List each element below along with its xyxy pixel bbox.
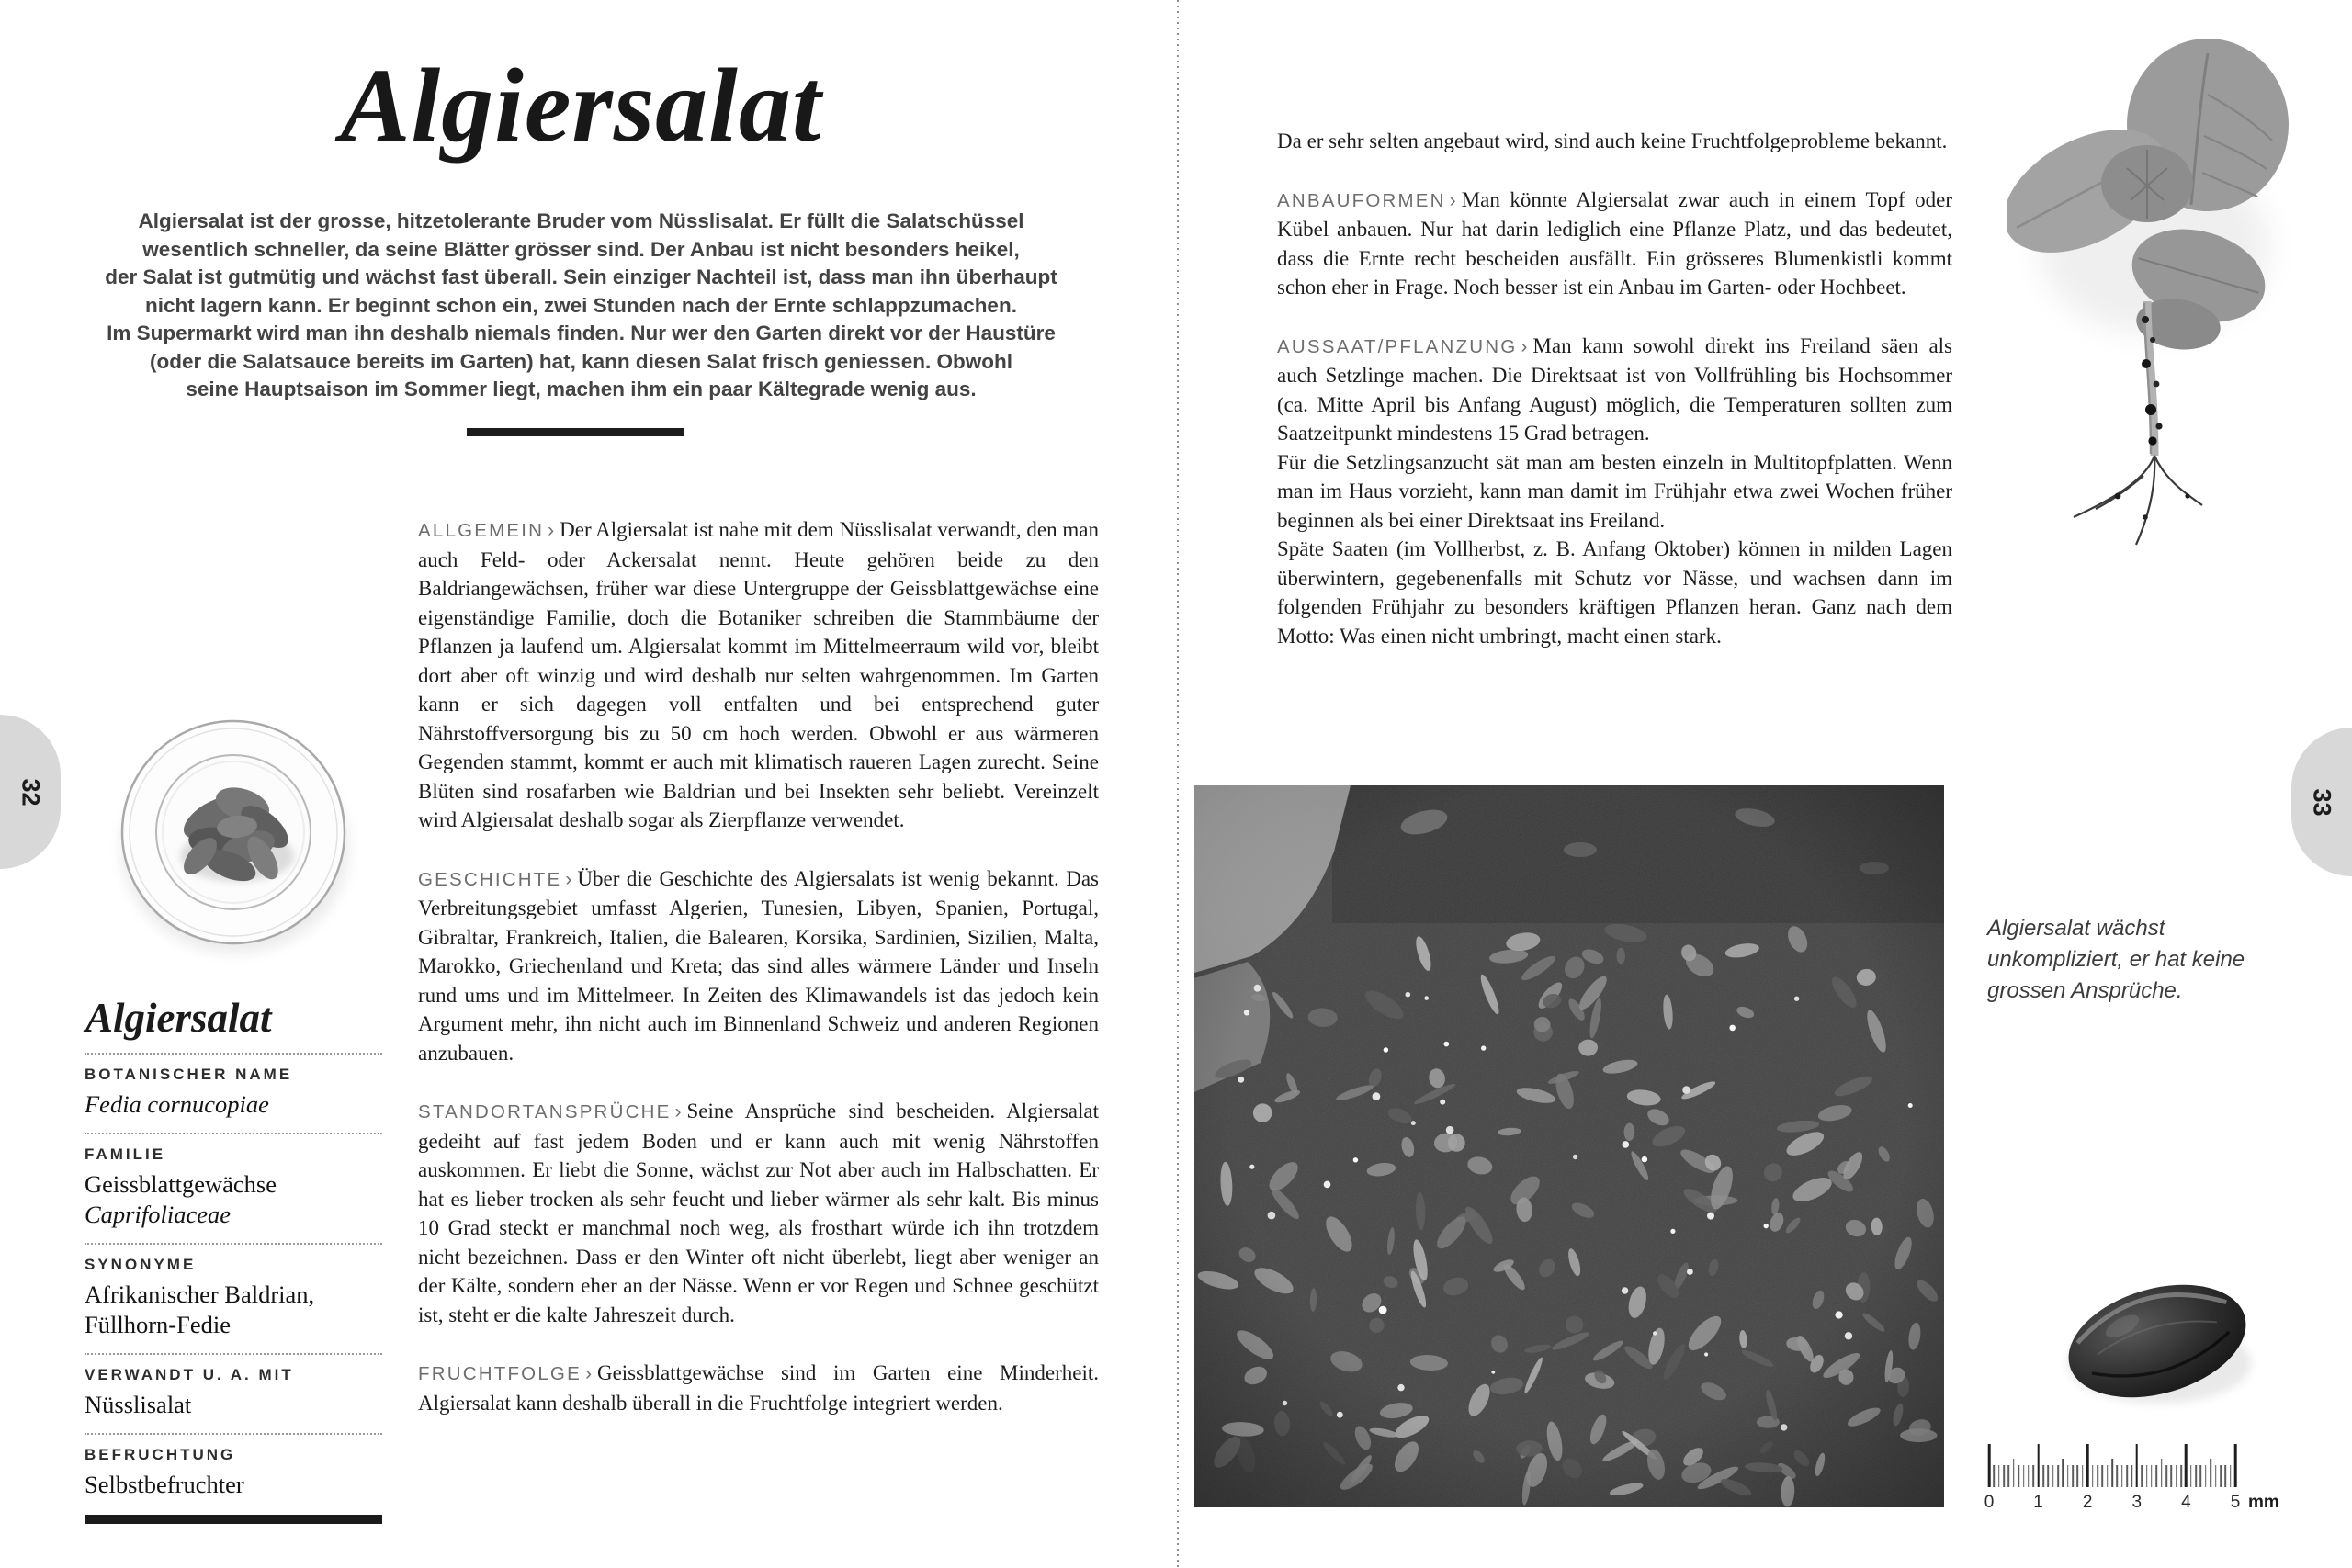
section-standortansprueche: [418, 1097, 1099, 1329]
section-text: Man kann sowohl direkt ins Freiland säen als auch Setzlinge machen. Die Direktsaat ist von Vollfrühling bis Hochsommer (ca. Mitte April bis Anfang August) möglich, die Temperaturen sollten zum Saatzeitpunkt mindestens 15 Grad betragen.: [1277, 333, 1952, 445]
lead-paragraph: Da er sehr selten angebaut wird, sind auch keine Fruchtfolgeprobleme bekannt.: [1277, 130, 1948, 152]
scale-ruler: [1984, 1444, 2279, 1517]
plate-with-salad-photo: [108, 709, 358, 968]
section-arrow: ›: [584, 1363, 592, 1384]
infobox: [85, 1053, 382, 1524]
intro-line: Im Supermarkt wird man ihn deshalb niemals finden. Nur wer den Garten direkt vor der Haustüre: [107, 321, 1056, 344]
section-text: Geissblattgewächse sind im Garten eine Minderheit. Algiersalat kann deshalb überall in die Fruchtfolge integriert werden.: [418, 1361, 1099, 1415]
seedling-photo: [2007, 17, 2335, 568]
section-text: Man könnte Algiersalat zwar auch in einem Topf oder Kübel anbauen. Nur hat darin lediglich eine Pflanze Platz, und das bedeutet, dass die Ernte recht bescheiden ausfällt. Ein grösseres Blumenkistli kommt schon eher in Frage. Noch besser ist ein Anbau im Garten- oder Hochbeet.: [1277, 187, 1952, 299]
page-title: Algiersalat: [340, 47, 822, 164]
section-aussaat-pflanzung: [1277, 332, 1952, 651]
infobox-value: Caprifoliaceae: [85, 1201, 231, 1228]
infobox-row: [85, 1133, 382, 1243]
infobox-row: [85, 1353, 382, 1433]
ruler-ticks: [1989, 1444, 2235, 1487]
seed-body: [2055, 1266, 2259, 1416]
chapter-title-wrap: [69, 37, 1093, 175]
garden-illustration: [1194, 785, 1944, 1507]
section-arrow: ›: [1449, 189, 1456, 211]
section-arrow: ›: [548, 520, 555, 541]
intro-paragraph: [69, 208, 1093, 404]
section-text: Seine Ansprüche sind bescheiden. Algiersalat gedeiht auf fast jedem Boden und er kann auch mit wenig Nährstoffen auskommen. Er liebt die Sonne, wächst zur Not aber auch im Halbschatten. Er hat es lieber trocken als sehr feucht und lieber wärmer als sehr kalt. Bis minus 10 Grad steckt er manchmal noch weg, als frosthart würde ich ihn trotzdem nicht bezeichnen. Dass er den Winter oft nicht überlebt, liegt aber weniger an der Kälte, sondern eher an der Nässe. Wenn er vor Regen und Schnee geschützt ist, steht er die kalte Jahreszeit durch.: [418, 1100, 1099, 1326]
infobox-label: BOTANISCHER NAME: [85, 1066, 293, 1083]
section-arrow: ›: [565, 868, 572, 890]
seed-illustration: [2040, 1260, 2275, 1427]
page-tab-right: [2291, 728, 2352, 876]
ruler-labels: 0 1 2 3 4 5 mm: [1984, 1493, 2279, 1512]
section-paragraph: Für die Setzlingsanzucht sät man am besten einzeln in Multitopfplatten. Wenn man im Haus vorzieht, kann man damit im Frühjahr etwa zwei Wochen früher beginnen als bei einer Direktsaat ins Freiland.: [1277, 450, 1952, 532]
infobox-title: Algiersalat: [85, 995, 272, 1041]
infobox-label: SYNONYME: [85, 1256, 197, 1273]
infobox-row: [85, 1243, 382, 1353]
intro-line: Algiersalat ist der grosse, hitzetolerante Bruder vom Nüsslisalat. Er füllt die Salatschüssel: [138, 209, 1024, 232]
section-paragraph: [1277, 332, 1952, 448]
infobox-row: [85, 1053, 382, 1133]
intro-line: wesentlich schneller, da seine Blätter grösser sind. Der Anbau ist nicht besonders heikel,: [142, 237, 1020, 261]
infobox-value: Geissblattgewächse: [85, 1170, 277, 1198]
section-fruchtfolge: [418, 1359, 1099, 1417]
section-geschichte: [418, 864, 1099, 1068]
plate-illustration: [108, 709, 358, 968]
section-label: GESCHICHTE: [418, 868, 562, 890]
seedling-illustration: [2007, 17, 2335, 568]
section-label: AUSSAAT/PFLANZUNG: [1277, 335, 1518, 357]
infobox-end-bar: [85, 1515, 382, 1524]
infobox-value: Afrikanischer Baldrian,: [85, 1280, 315, 1308]
page-tab-left: [0, 715, 61, 869]
section-arrow: ›: [674, 1101, 682, 1122]
garden-bed-photo: [1194, 785, 1944, 1507]
infobox-value: Selbstbefruchter: [85, 1471, 244, 1498]
infobox-label: FAMILIE: [85, 1145, 166, 1163]
right-main-column: [1277, 127, 1952, 650]
section-label: STANDORTANSPRÜCHE: [418, 1101, 672, 1122]
section-text: Über die Geschichte des Algiersalats ist wenig bekannt. Das Verbreitungsgebiet umfasst Algerien, Tunesien, Libyen, Spanien, Portugal, Gibraltar, Frankreich, Italien, die Balearen, Korsika, Sardinien, Sizilien, Malta, Marokko, Griechenland und Kreta; das sind alles wärmere Länder und Inseln rund ums und im Mittelmeer. In Zeiten des Klimawandels ist das jedoch kein Argument mehr, ihn nicht auch im Binnenland Schweiz und anderen Regionen anzubauen.: [418, 866, 1099, 1065]
section-label: ANBAUFORMEN: [1277, 189, 1446, 211]
photo-caption: Algiersalat wächst unkompliziert, er hat keine grossen Ansprüche.: [1987, 916, 2245, 1003]
page-gutter-dotted-line: [1177, 0, 1179, 1568]
intro-line: nicht lagern kann. Er beginnt schon ein, zwei Stunden nach der Ernte schlappzumachen.: [145, 293, 1017, 317]
infobox-label: VERWANDT U. A. MIT: [85, 1366, 294, 1383]
section-allgemein: [418, 515, 1099, 835]
title-divider-bar: [467, 428, 684, 436]
section-paragraph: Späte Saaten (im Vollherbst, z. B. Anfang Oktober) können in milden Lagen überwintern, gegebenenfalls mit Schutz vor Nässe, und wachsen dann im folgenden Frühjahr zu besonders kräftigen Pflanzen heran. Ganz nach dem Motto: Was einen nicht umbringt, macht einen stark.: [1277, 537, 1952, 648]
section-label: FRUCHTFOLGE: [418, 1363, 582, 1384]
intro-line: seine Hauptsaison im Sommer liegt, machen ihm ein paar Kältegrade wenig aus.: [186, 378, 977, 400]
infobox-value: Nüsslisalat: [85, 1391, 192, 1418]
page-number-left: 32: [17, 777, 45, 807]
page-number-right: 33: [2308, 787, 2336, 817]
infobox-row: [85, 1433, 382, 1513]
left-main-column: [418, 515, 1099, 1417]
section-text: Der Algiersalat ist nahe mit dem Nüsslisalat verwandt, den man auch Feld- oder Ackersalat nennt. Heute gehören beide zu den Baldriangewächsen, früher war diese Untergruppe der Geissblattgewächse eine eigenständige Familie, doch die Botaniker schreiben die Stammbäume der Pflanzen ja laufend um. Algiersalat kommt im Mittelmeerraum wild vor, bleibt dort aber oft winzig und wird deshalb nur selten wahrgenommen. Im Garten kann er sich dagegen voll entfalten und bei entsprechend guter Nährstoffversorgung bis zu 50 cm hoch werden. Obwohl er aus wärmeren Gegenden stammt, kommt er auch mit klimatisch raueren Lagen zurecht. Seine Blüten sind rosafarben wie Baldrian und bei Insekten sehr beliebt. Vereinzelt wird Algiersalat deshalb sogar als Zierpflanze verwendet.: [418, 518, 1099, 831]
seed-photo: [2040, 1260, 2275, 1427]
section-arrow: ›: [1521, 335, 1528, 357]
seedling-roots: [2074, 456, 2202, 545]
infobox-label: BEFRUCHTUNG: [85, 1446, 236, 1463]
infobox-value: Fedia cornucopiae: [85, 1090, 269, 1118]
intro-line: (oder die Salatsauce bereits im Garten) hat, kann diesen Salat frisch geniessen. Obwohl: [149, 349, 1013, 373]
section-anbauformen: [1277, 186, 1952, 302]
infobox-value: Füllhorn-Fedie: [85, 1311, 231, 1338]
intro-line: der Salat ist gutmütig und wächst fast überall. Sein einziger Nachteil ist, dass man ihn überhaupt: [105, 265, 1057, 288]
section-label: ALLGEMEIN: [418, 520, 545, 541]
